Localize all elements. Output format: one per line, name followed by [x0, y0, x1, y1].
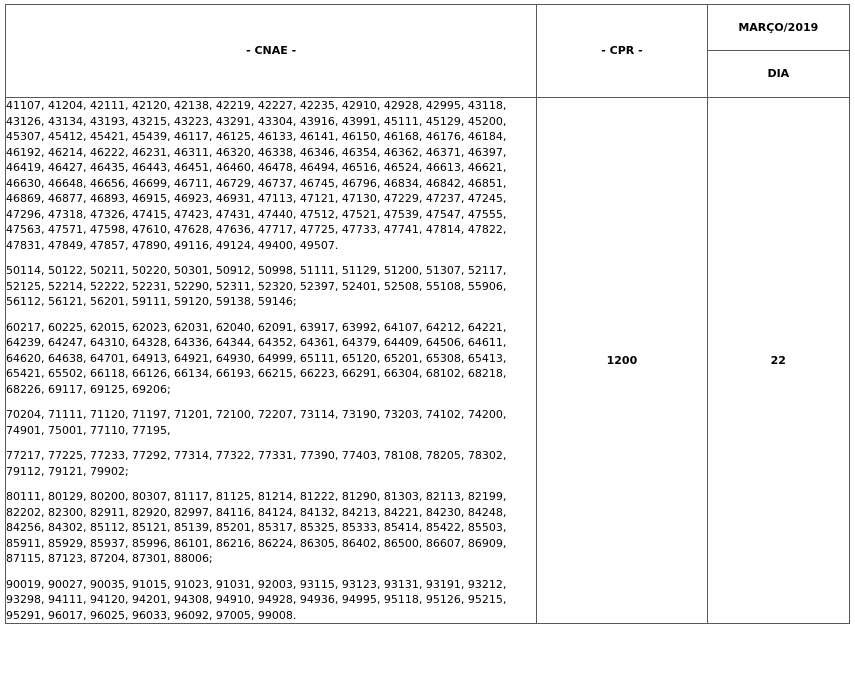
table-row [6, 98, 850, 624]
cnae-group: 60217, 60225, 62015, 62023, 62031, 62040, 62091, 63917, 63992, 64107, 64212, 64221, 64239, 64247, 64310, 64328, 64336, 64344, 64352, 64361, 64379, 64409, 64506, 64611, 64620, 64638, 64701, 64913, 64921, 64930, 64999, 65111, 65120, 65201, 65308, 65413, 65421, 65502, 66118, 66126, 66134, 66193, 66215, 66223, 66291, 66304, 68102, 68218, 68226, 69117, 69125, 69206; [6, 320, 507, 396]
cpr-header: - CPR - [537, 5, 707, 98]
day-value: 22 [707, 98, 849, 624]
cnae-group: 50114, 50122, 50211, 50220, 50301, 50912, 50998, 51111, 51129, 51200, 51307, 52117, 52125, 52214, 52222, 52231, 52290, 52311, 52320, 52397, 52401, 52508, 55108, 55906, 56112, 56121, 56201, 59111, 59120, 59138, 59146; [6, 264, 507, 308]
cnae-group: 70204, 71111, 71120, 71197, 71201, 72100, 72207, 73114, 73190, 73203, 74102, 74200, 74901, 75001, 77110, 77195, [6, 408, 507, 437]
day-header: DIA [707, 51, 849, 98]
cnae-group: 80111, 80129, 80200, 80307, 81117, 81125, 81214, 81222, 81290, 81303, 82113, 82199, 82202, 82300, 82911, 82920, 82997, 84116, 84124, 84132, 84213, 84221, 84230, 84248, 84256, 84302, 85112, 85121, 85139, 85201, 85317, 85325, 85333, 85414, 85422, 85503, 85911, 85929, 85937, 85996, 86101, 86216, 86224, 86305, 86402, 86500, 86607, 86909, 87115, 87123, 87204, 87301, 88006; [6, 490, 507, 565]
cnae-group: 90019, 90027, 90035, 91015, 91023, 91031, 92003, 93115, 93123, 93131, 93191, 93212, 93298, 94111, 94120, 94201, 94308, 94910, 94928, 94936, 94995, 95118, 95126, 95215, 95291, 96017, 96025, 96033, 96092, 97005, 99008. [6, 577, 507, 622]
cnae-codes-cell [6, 98, 537, 624]
month-header: MARÇO/2019 [707, 5, 849, 51]
cnae-group: 41107, 41204, 42111, 42120, 42138, 42219, 42227, 42235, 42910, 42928, 42995, 43118, 43126, 43134, 43193, 43215, 43223, 43291, 43304, 43916, 43991, 45111, 45129, 45200, 45307, 45412, 45421, 45439, 46117, 46125, 46133, 46141, 46150, 46168, 46176, 46184, 46192, 46214, 46222, 46231, 46311, 46320, 46338, 46346, 46354, 46362, 46371, 46397, 46419, 46427, 46435, 46443, 46451, 46460, 46478, 46494, 46516, 46524, 46613, 46621, 46630, 46648, 46656, 46699, 46711, 46729, 46737, 46745, 46796, 46834, 46842, 46851, 46869, 46877, 46893, 46915, 46923, 46931, 47113, 47121, 47130, 47229, 47237, 47245, 47296, 47318, 47326, 47415, 47423, 47431, 47440, 47512, 47521, 47539, 47547, 47555, 47563, 47571, 47598, 47610, 47628, 47636, 47717, 47725, 47733, 47741, 47814, 47822, 47831, 47849, 47857, 47890, 49116, 49124, 49400, 49507. [6, 99, 507, 252]
cnae-header: - CNAE - [6, 5, 537, 98]
cnae-calendar-table [5, 4, 850, 624]
cpr-value: 1200 [537, 98, 707, 624]
header-row [6, 5, 850, 51]
cnae-group: 77217, 77225, 77233, 77292, 77314, 77322, 77331, 77390, 77403, 78108, 78205, 78302, 79112, 79121, 79902; [6, 449, 507, 478]
